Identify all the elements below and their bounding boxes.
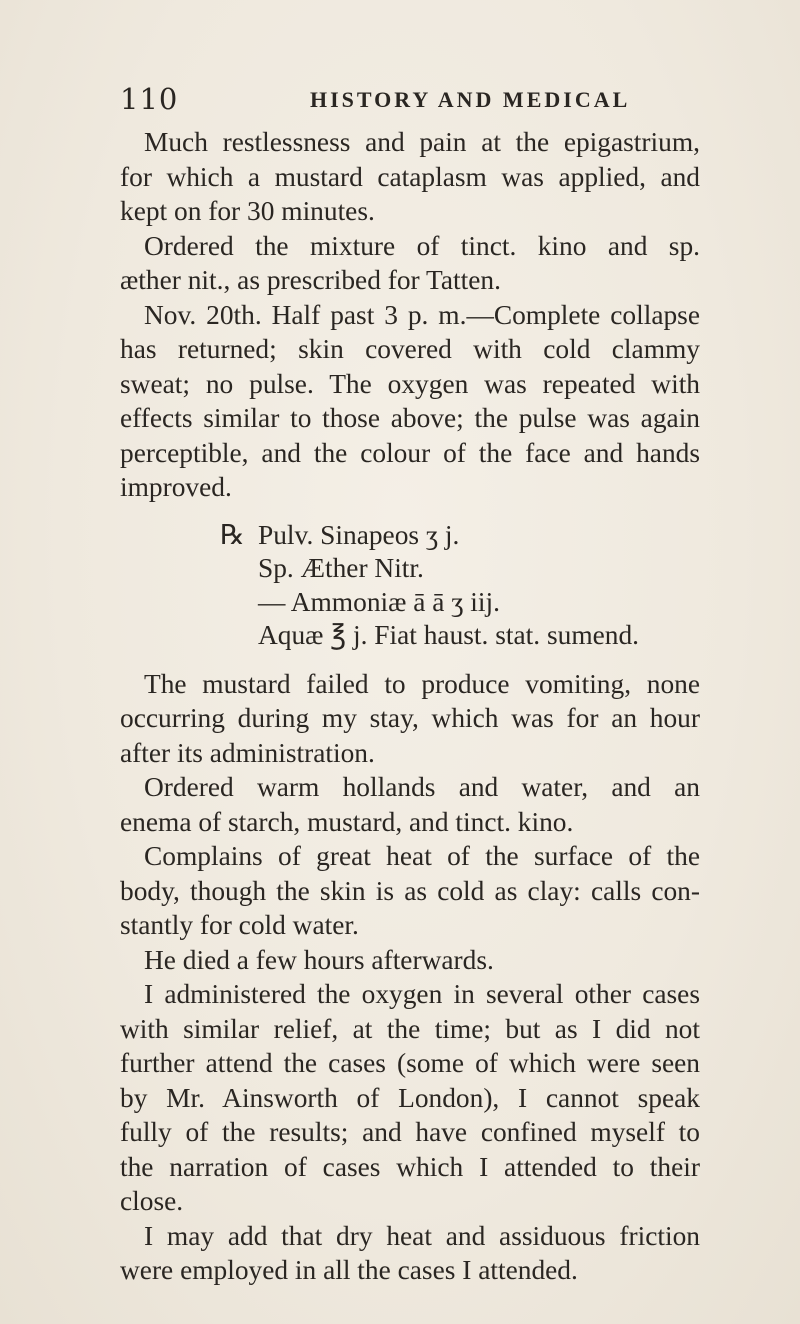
text-line: by Mr. Ainsworth of London), I cannot speak (120, 1082, 700, 1113)
prescription-line: Aquæ ℥ j. Fiat haust. stat. sumend. (258, 620, 640, 650)
recipe-symbol: ℞ (220, 519, 245, 550)
text-line: I may add that dry heat and assiduous friction (144, 1220, 700, 1251)
paragraph-7 (120, 943, 700, 978)
text-line: fully of the results; and have confined myself to (120, 1117, 700, 1147)
text-line: stantly for cold water. (120, 910, 359, 940)
page-number: 110 (120, 82, 179, 116)
text-line: kept on for 30 minutes. (120, 196, 375, 226)
text-line: Complains of great heat of the surface of the (144, 841, 700, 871)
text-line: effects similar to those above; the pulse was again (120, 403, 700, 433)
text-line: for which a mustard cataplasm was applied, and (120, 161, 700, 192)
text-line: Ordered warm hollands and water, and an (144, 772, 700, 802)
text-line: improved. (120, 472, 232, 502)
text-line: æther nit., as prescribed for Tatten. (120, 265, 501, 295)
prescription-line (120, 519, 700, 553)
paragraph-8 (120, 977, 700, 1219)
prescription-text: Pulv. Sinapeos ʒ j. (258, 519, 460, 550)
text-line: after its administration. (120, 737, 375, 768)
paragraph-2 (120, 229, 700, 298)
paragraph-4 (120, 667, 700, 771)
body-text (120, 125, 700, 1288)
running-head (120, 82, 700, 118)
prescription-line: Sp. Æther Nitr. (258, 553, 424, 583)
text-line: Ordered the mixture of tinct. kino and sp. (144, 230, 700, 261)
text-line: enema of starch, mustard, and tinct. kino. (120, 806, 574, 837)
paragraph-5 (120, 770, 700, 839)
text-line: the narration of cases which I attended to their (120, 1151, 700, 1182)
text-line: close. (120, 1186, 184, 1216)
text-line: were employed in all the cases I attended. (120, 1255, 578, 1285)
text-line: Much restlessness and pain at the epigastrium, (144, 127, 700, 157)
text-line: sweat; no pulse. The oxygen was repeated with (120, 368, 700, 399)
paragraph-3 (120, 298, 700, 505)
prescription-line: — Ammoniæ ā ā ʒ iij. (258, 586, 500, 617)
text-line: further attend the cases (some of which were seen (120, 1048, 700, 1078)
text-line: with similar relief, at the time; but as I did not (120, 1013, 700, 1044)
text-line: He died a few hours afterwards. (144, 944, 494, 975)
text-line: Nov. 20th. Half past 3 p. m.—Complete collapse (144, 299, 700, 330)
text-line: perceptible, and the colour of the face and hands (120, 437, 700, 468)
text-line: has returned; skin covered with cold clammy (120, 334, 700, 364)
text-line: occurring during my stay, which was for an hour (120, 703, 700, 733)
paragraph-1 (120, 125, 700, 229)
text-line: body, though the skin is as cold as clay: calls con- (120, 875, 700, 906)
running-head-title: HISTORY AND MEDICAL (310, 87, 631, 112)
prescription (120, 519, 700, 653)
text-line: The mustard failed to produce vomiting, none (144, 668, 700, 699)
text-line: I administered the oxygen in several other cases (144, 979, 700, 1009)
paragraph-6 (120, 839, 700, 943)
paragraph-9 (120, 1219, 700, 1288)
